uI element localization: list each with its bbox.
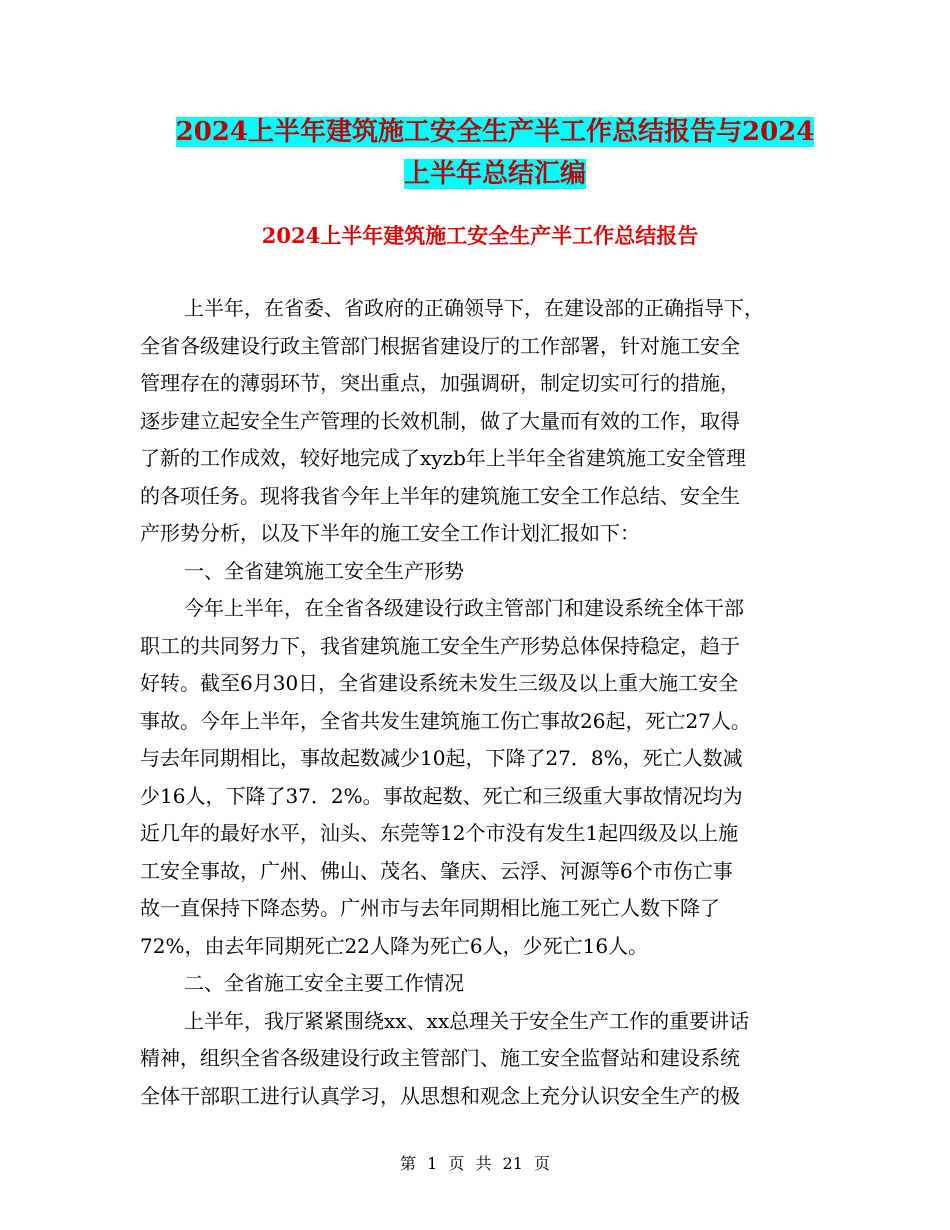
paragraph-line: 好转。截至6月30日，全省建设系统未发生三级及以上重大施工安全 bbox=[140, 671, 739, 695]
paragraph-line: 职工的共同努力下，我省建筑施工安全生产形势总体保持稳定，趋于 bbox=[140, 633, 740, 658]
main-title-text-1: 2024上半年建筑施工安全生产半工作总结报告与2024 bbox=[175, 117, 815, 147]
main-title-line-1 bbox=[140, 110, 850, 154]
paragraph-line: 全省各级建设行政主管部门根据省建设厅的工作部署，针对施工安全 bbox=[140, 333, 740, 358]
paragraph-line: 精神，组织全省各级建设行政主管部门、施工安全监督站和建设系统 bbox=[140, 1046, 740, 1070]
paragraph-line: 管理存在的薄弱环节，突出重点，加强调研，制定切实可行的措施， bbox=[140, 371, 740, 395]
paragraph-line: 了新的工作成效，较好地完成了xyzb年上半年全省建筑施工安全管理 bbox=[140, 446, 746, 470]
body-text bbox=[140, 290, 820, 1115]
paragraph-line: 的各项任务。现将我省今年上半年的建筑施工安全工作总结、安全生 bbox=[140, 483, 740, 508]
main-title-line-2 bbox=[140, 152, 850, 196]
paragraph-line: 故一直保持下降态势。广州市与去年同期相比施工死亡人数下降了 bbox=[140, 896, 720, 920]
paragraph-line: 72%，由去年同期死亡22人降为死亡6人，少死亡16人。 bbox=[140, 933, 649, 958]
paragraph-line: 工安全事故，广州、佛山、茂名、肇庆、云浮、河源等6个市伤亡事 bbox=[140, 858, 733, 883]
paragraph-line: 近几年的最好水平，汕头、东莞等12个市没有发生1起四级及以上施 bbox=[140, 821, 739, 845]
paragraph-line: 逐步建立起安全生产管理的长效机制，做了大量而有效的工作，取得 bbox=[140, 408, 740, 433]
paragraph-line: 上半年，在省委、省政府的正确领导下，在建设部的正确指导下， bbox=[184, 296, 764, 320]
paragraph-line: 与去年同期相比，事故起数减少10起，下降了27．8%，死亡人数减 bbox=[140, 746, 743, 770]
section-title: 2024上半年建筑施工安全生产半工作总结报告 bbox=[261, 223, 699, 248]
section-heading-1: 一、全省建筑施工安全生产形势 bbox=[184, 558, 464, 583]
section-heading-2: 二、全省施工安全主要工作情况 bbox=[184, 971, 464, 995]
main-title-text-2: 上半年总结汇编 bbox=[403, 159, 586, 189]
page-footer: 第 1 页 共 21 页 bbox=[400, 1154, 550, 1173]
paragraph-line: 全体干部职工进行认真学习，从思想和观念上充分认识安全生产的极 bbox=[140, 1083, 740, 1108]
paragraph-line: 少16人，下降了37．2%。事故起数、死亡和三级重大事故情况均为 bbox=[140, 783, 743, 808]
paragraph-line: 事故。今年上半年，全省共发生建筑施工伤亡事故26起，死亡27人。 bbox=[140, 708, 751, 733]
paragraph-line: 上半年，我厅紧紧围绕xx、xx总理关于安全生产工作的重要讲话 bbox=[184, 1008, 750, 1033]
paragraph-line: 产形势分析，以及下半年的施工安全工作计划汇报如下： bbox=[140, 521, 640, 545]
paragraph-line: 今年上半年，在全省各级建设行政主管部门和建设系统全体干部 bbox=[184, 596, 744, 620]
